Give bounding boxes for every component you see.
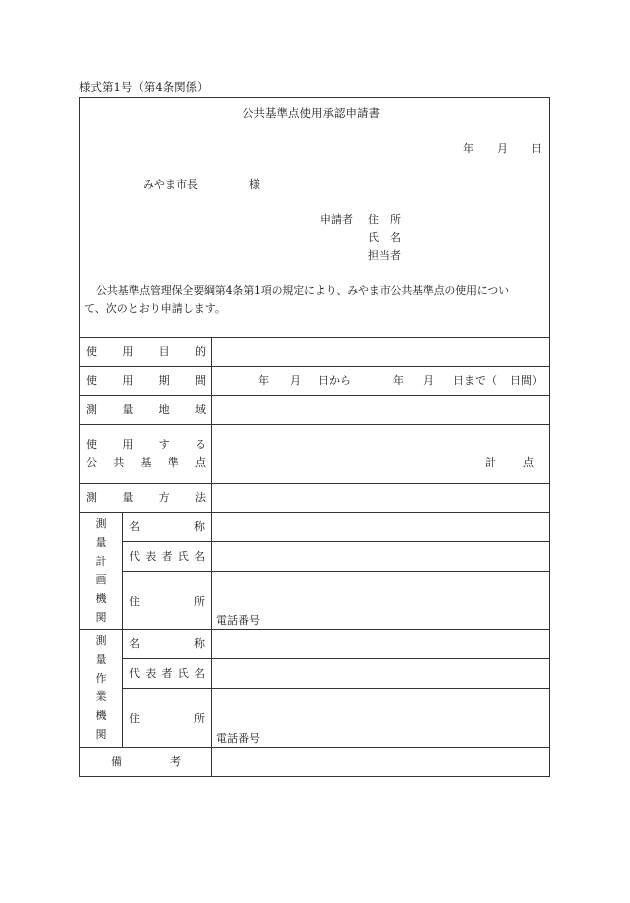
addressee-mayor: みやま市長 [143, 178, 198, 191]
statement-line-1: 公共基準点管理保全要綱第4条第1項の規定により、みやま市公共基準点の使用につい [96, 284, 509, 297]
applicant-label: 申請者 [320, 213, 353, 226]
method-field[interactable] [212, 484, 549, 512]
work-org-name-field[interactable] [212, 630, 549, 658]
statement-line-2: て、次のとおり申請します。 [84, 302, 226, 315]
points-label-line-2: 公 共 基 準 点 [86, 456, 206, 469]
planning-org-phone-label: 電話番号 [216, 614, 260, 627]
period-start-month: 月 [290, 374, 301, 387]
period-start-day: 日から [318, 374, 351, 387]
period-days: 日間） [510, 374, 543, 387]
work-org-rep-label: 代 表 者 氏 名 [129, 667, 205, 680]
form-number: 様式第1号（第4条関係） [79, 80, 209, 94]
planning-org-rep-label: 代 表 者 氏 名 [129, 550, 205, 563]
work-org-label: 測 量 作 業 機 関 [95, 634, 107, 741]
planning-org-label: 測 量 計 画 機 関 [95, 517, 107, 624]
addressee-sama: 様 [249, 178, 260, 191]
purpose-field[interactable] [212, 338, 549, 366]
date-month: 月 [497, 142, 508, 155]
planning-org-address-label: 住 所 [129, 595, 205, 608]
work-org-phone-label: 電話番号 [216, 732, 260, 745]
area-label: 測 量 地 域 [86, 403, 206, 416]
period-label: 使 用 期 間 [86, 374, 206, 387]
period-end-month: 月 [423, 374, 434, 387]
work-org-name-label: 名 称 [129, 637, 205, 650]
method-label: 測 量 方 法 [86, 491, 206, 504]
purpose-label: 使 用 目 的 [86, 345, 206, 358]
period-field[interactable] [212, 367, 549, 395]
points-unit-kei: 計 [485, 456, 496, 469]
points-unit-ten: 点 [523, 456, 534, 469]
remarks-label: 備 考 [111, 755, 181, 768]
applicant-person-label: 担当者 [368, 249, 401, 262]
work-org-address-field[interactable] [212, 689, 549, 729]
work-org-address-label: 住 所 [129, 712, 205, 725]
points-label-line-1: 使 用 す る [86, 438, 206, 451]
period-end-year: 年 [393, 374, 404, 387]
planning-org-rep-field[interactable] [212, 542, 549, 571]
planning-org-name-label: 名 称 [129, 520, 205, 533]
date-year: 年 [463, 142, 474, 155]
work-org-rep-field[interactable] [212, 659, 549, 688]
applicant-name-label: 氏 名 [368, 231, 401, 244]
period-start-year: 年 [258, 374, 269, 387]
area-field[interactable] [212, 396, 549, 424]
period-end-day: 日まで（ [453, 374, 497, 387]
remarks-field[interactable] [212, 748, 549, 776]
applicant-address-label: 住 所 [368, 213, 401, 226]
form-title: 公共基準点使用承認申請書 [242, 106, 380, 120]
planning-org-name-field[interactable] [212, 513, 549, 541]
planning-org-address-field[interactable] [212, 572, 549, 612]
date-day: 日 [531, 142, 542, 155]
points-field[interactable] [212, 425, 549, 483]
